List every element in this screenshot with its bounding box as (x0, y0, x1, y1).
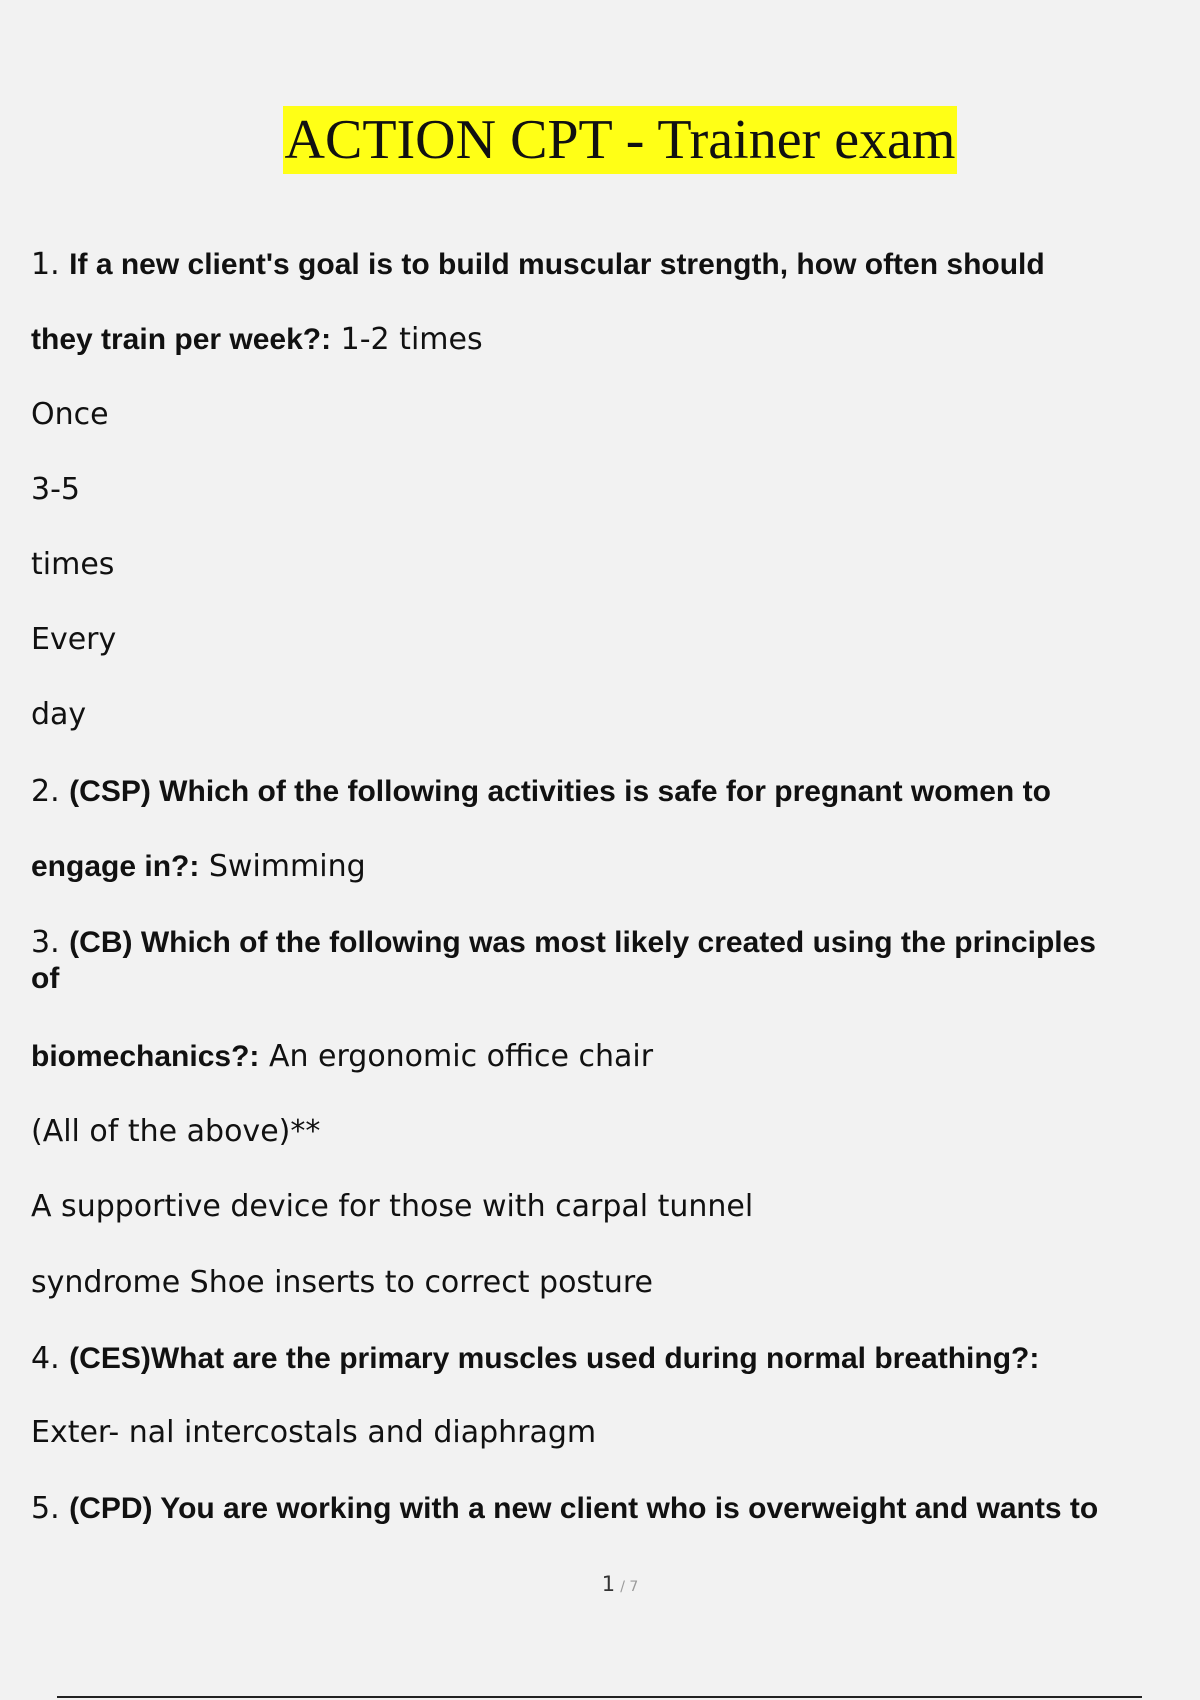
question-number: 1. (31, 247, 60, 282)
page-title: ACTION CPT - Trainer exam (283, 106, 958, 174)
page-current-number: 1 (601, 1572, 616, 1596)
question-3-line-1 (31, 925, 1096, 961)
answer-option: Once (31, 397, 109, 432)
answer-option: (All of the above)** (31, 1114, 321, 1149)
question-5-line-1 (31, 1491, 1098, 1527)
question-1-line-1 (31, 247, 1045, 283)
answer-option: Every (31, 622, 117, 657)
answer-option: syndrome Shoe inserts to correct posture (31, 1265, 653, 1300)
answer-option: A supportive device for those with carpal tunnel (31, 1189, 754, 1224)
question-text: they train per week?: (31, 323, 332, 356)
answer-text: Exter- nal intercostals and diaphragm (31, 1415, 597, 1450)
question-3-line-1b (31, 961, 59, 997)
question-text: (CB) Which of the following was most likely created using the principles (69, 926, 1096, 959)
answer-text: An ergonomic office chair (268, 1039, 654, 1074)
question-text: (CES)What are the primary muscles used during normal breathing?: (69, 1342, 1040, 1375)
title-container (0, 106, 1200, 174)
page-counter (0, 1572, 1200, 1596)
question-text: engage in?: (31, 850, 200, 883)
question-text: (CSP) Which of the following activities is safe for pregnant women to (69, 775, 1051, 808)
question-text: of (31, 962, 60, 995)
question-number: 2. (31, 774, 60, 809)
question-3-line-2 (31, 1039, 653, 1075)
question-2-line-2 (31, 849, 366, 885)
answer-option: day (31, 697, 87, 732)
page-bottom-divider (57, 1696, 1142, 1698)
question-text: If a new client's goal is to build muscular strength, how often should (69, 248, 1045, 281)
answer-option: 3-5 (31, 472, 80, 507)
question-number: 4. (31, 1341, 60, 1376)
answer-text: 1-2 times (340, 322, 483, 357)
question-number: 3. (31, 925, 60, 960)
question-number: 5. (31, 1491, 60, 1526)
question-2-line-1 (31, 774, 1051, 810)
answer-option: times (31, 547, 115, 582)
question-text: biomechanics?: (31, 1040, 260, 1073)
answer-text: Swimming (208, 849, 366, 884)
page-total-count: / 7 (620, 1579, 639, 1595)
question-text: (CPD) You are working with a new client who is overweight and wants to (69, 1492, 1099, 1525)
question-4-line-1 (31, 1341, 1039, 1377)
question-1-line-2 (31, 322, 483, 358)
